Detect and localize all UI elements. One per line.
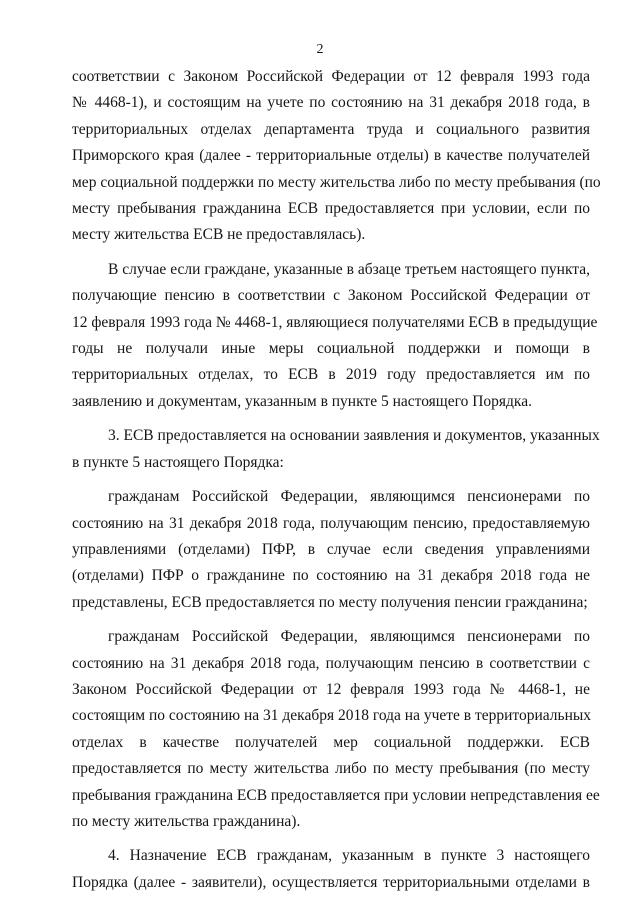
text-line: гражданам Российской Федерации, являющимся пенсионерами по (108, 628, 590, 646)
paragraph-6 (72, 843, 590, 896)
text-line: месту жительства ЕСВ не предоставлялась). (72, 226, 366, 244)
text-line: Порядка (далее - заявители), осуществляется территориальными отделами в (72, 873, 590, 891)
text-line: состоянию на 31 декабря 2018 года, получающим пенсию, предоставляемую (72, 514, 590, 532)
text-line: управлениями (отделами) ПФР, в случае если сведения управлениями (72, 540, 590, 558)
text-line: заявлению и документам, указанным в пункте 5 настоящего Порядка. (72, 392, 532, 410)
text-line: соответствии с Законом Российской Федерации от 12 февраля 1993 года (72, 68, 590, 85)
text-line: В случае если граждане, указанные в абзаце третьем настоящего пункта, (108, 260, 590, 278)
text-line: Приморского края (далее - территориальные отделы) в качестве получателей (72, 147, 590, 165)
text-line: годы не получали иные меры социальной поддержки и помощи в (72, 340, 590, 358)
text-line: состоящим по состоянию на 31 декабря 2018 года на учете в территориальных (72, 707, 592, 725)
text-line: мер социальной поддержки по месту жительства либо по месту пребывания (по (72, 173, 601, 191)
text-line: гражданам Российской Федерации, являющимся пенсионерами по (108, 488, 590, 506)
text-line: месту пребывания гражданина ЕСВ предоставляется при условии, если по (72, 200, 590, 218)
text-line: территориальных отделах департамента труда и социального развития (72, 120, 590, 138)
text-line: 3. ЕСВ предоставляется на основании заявления и документов, указанных (108, 427, 600, 445)
paragraph-4 (72, 484, 590, 616)
paragraph-5 (72, 624, 600, 835)
text-line: представлены, ЕСВ предоставляется по месту получения пенсии гражданина; (72, 593, 588, 611)
text-line: 12 февраля 1993 года № 4468-1, являющиеся получателями ЕСВ в предыдущие (72, 313, 598, 331)
paragraph-1 (72, 64, 601, 249)
text-line: отделах в качестве получателей мер социальной поддержки. ЕСВ (72, 733, 590, 751)
text-line: 4. Назначение ЕСВ гражданам, указанным в пункте 3 настоящего (108, 847, 590, 865)
text-line: Законом Российской Федерации от 12 февраля 1993 года № 4468-1, не (72, 680, 590, 698)
paragraph-2 (72, 257, 598, 415)
text-line: по месту жительства гражданина). (72, 812, 301, 830)
text-line: состоянию на 31 декабря 2018 года, получающим пенсию в соответствии с (72, 654, 590, 672)
text-line: (отделами) ПФР о гражданине по состоянию на 31 декабря 2018 года не (72, 567, 590, 585)
text-line: № 4468-1), и состоящим на учете по состоянию на 31 декабря 2018 года, в (72, 94, 590, 112)
text-line: получающие пенсию в соответствии с Законом Российской Федерации от (72, 287, 590, 305)
document-body (72, 64, 601, 896)
text-line: территориальных отделах, то ЕСВ в 2019 году предоставляется им по (72, 366, 590, 384)
text-line: предоставляется по месту жительства либо по месту пребывания (по месту (72, 760, 590, 778)
text-line: в пункте 5 настоящего Порядка: (72, 453, 284, 471)
text-line: пребывания гражданина ЕСВ предоставляется при условии непредставления ее (72, 786, 600, 804)
paragraph-3 (72, 423, 600, 476)
page-number: 2 (316, 42, 324, 57)
